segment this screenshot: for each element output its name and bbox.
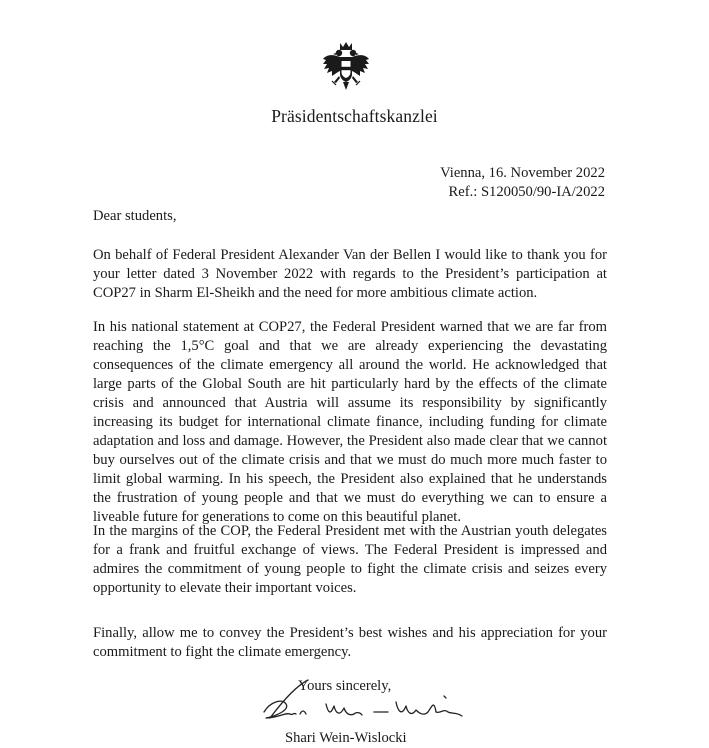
valediction: Yours sincerely, [298, 678, 392, 694]
signer-name: Shari Wein-Wislocki [285, 730, 407, 746]
handwritten-signature-icon [256, 672, 486, 728]
paragraph-national-statement: In his national statement at COP27, the Federal President warned that we are far from reaching the 1,5°C goal and that we are already experiencing the devastating consequences of the climate emergency all around the world. He acknowledged that large parts of the Global South are hit particularly hard by the effects of the climate crisis and announced that Austria will assume its responsibility by significantly increasing its budget for international climate finance, including funding for climate adaptation and loss and damage. However, the President also made clear that we cannot buy ourselves out of the climate crisis and that we must do much more much faster to limit global warming. In his speech, the President also explained that he understands the frustration of young people and that we must do everything we can to ensure a liveable future for generations to come on this beautiful planet. [93, 319, 607, 525]
salutation: Dear students, [93, 208, 177, 224]
date-reference-block [440, 164, 605, 202]
austrian-eagle-icon [322, 40, 370, 92]
paragraph-best-wishes: Finally, allow me to convey the President’s best wishes and his appreciation for your commitment to fight the climate emergency. [93, 625, 607, 660]
reference-number: Ref.: S120050/90-IA/2022 [448, 184, 605, 200]
paragraph-thanks: On behalf of Federal President Alexander Van der Bellen I would like to thank you for your letter dated 3 November 2022 with regards to the President’s participation at COP27 in Sharm El-Sheikh and the need for more ambitious climate action. [93, 247, 607, 301]
place-date: Vienna, 16. November 2022 [440, 165, 605, 181]
office-name: Präsidentschaftskanzlei [271, 106, 438, 126]
paragraph-youth-delegates: In the margins of the COP, the Federal President met with the Austrian youth delegates for a frank and fruitful exchange of views. The Federal President is impressed and admires the commitment of young people to fight the climate crisis and seizes every opportunity to elevate their important voices. [93, 523, 607, 596]
